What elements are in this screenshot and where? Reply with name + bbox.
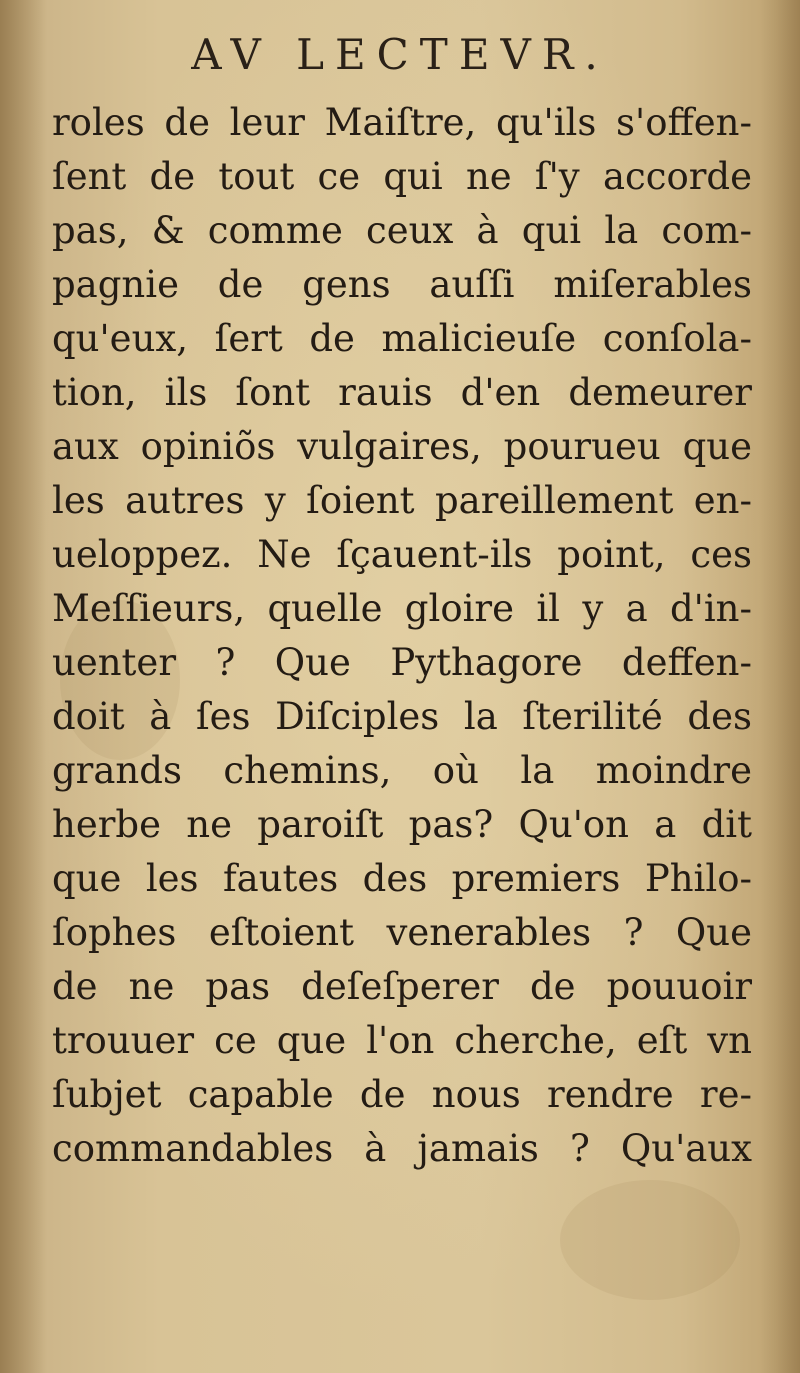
text-line: les autres y ſoient pareillement en- <box>52 479 752 522</box>
text-line: aux opiniõs vulgaires, pourueu que <box>52 425 752 468</box>
text-line: Meſſieurs, quelle gloire il y a d'in- <box>52 587 752 630</box>
body-text <box>52 96 752 1176</box>
text-line: que les fautes des premiers Philo- <box>52 857 752 900</box>
running-header: AV LECTEVR. <box>191 30 609 79</box>
text-line: pagnie de gens auſſi miſerables <box>52 263 752 306</box>
text-line: ſent de tout ce qui ne ſ'y accorde <box>52 155 752 198</box>
text-line: ſophes eſtoient venerables ? Que <box>52 911 752 954</box>
text-line: herbe ne paroiſt pas? Qu'on a dit <box>52 803 752 846</box>
page-shadow-right <box>760 0 800 1373</box>
text-line: trouuer ce que l'on cherche, eſt vn <box>52 1019 752 1062</box>
paper-stain <box>560 1180 740 1300</box>
text-line: roles de leur Maiſtre, qu'ils s'offen- <box>52 101 752 144</box>
text-line: doit à ſes Diſciples la ſterilité des <box>52 695 752 738</box>
text-line: ſubjet capable de nous rendre re- <box>52 1073 752 1116</box>
text-line: tion, ils ſont rauis d'en demeurer <box>52 371 752 414</box>
text-line: commandables à jamais ? Qu'aux <box>52 1127 752 1170</box>
text-line: grands chemins, où la moindre <box>52 749 752 792</box>
text-line: uenter ? Que Pythagore deffen- <box>52 641 752 684</box>
text-line: qu'eux, ſert de malicieuſe conſola- <box>52 317 752 360</box>
text-line: pas, & comme ceux à qui la com- <box>52 209 752 252</box>
text-line: ueloppez. Ne ſçauent-ils point, ces <box>52 533 752 576</box>
text-line: de ne pas deſeſperer de pouuoir <box>52 965 752 1008</box>
page-shadow-left <box>0 0 46 1373</box>
